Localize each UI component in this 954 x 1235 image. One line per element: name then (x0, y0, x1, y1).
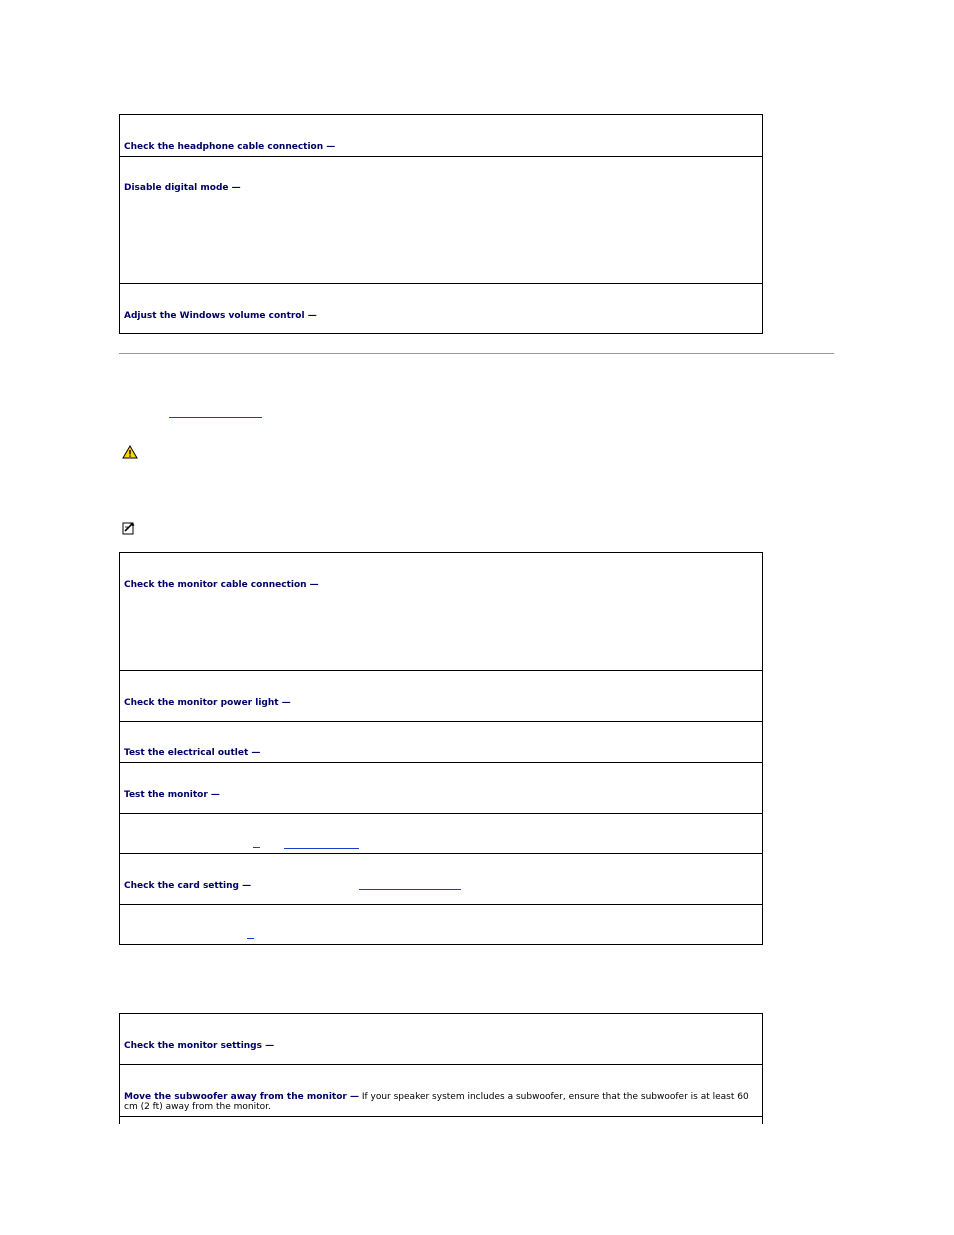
table-row (120, 283, 762, 333)
windows-volume-label: Adjust the Windows volume control — (124, 311, 317, 321)
card-setting-label: Check the card setting — (124, 881, 252, 891)
table-row (120, 1014, 762, 1064)
table-row (120, 853, 762, 904)
dash-underline (247, 938, 254, 939)
electrical-outlet-label: Test the electrical outlet — (124, 748, 261, 758)
table-row (120, 904, 762, 944)
video-troubleshooting-table (119, 552, 763, 945)
note-pencil-icon (122, 521, 136, 538)
monitor-power-light-label: Check the monitor power light — (124, 698, 291, 708)
table-row (120, 762, 762, 813)
caution-triangle-icon (122, 445, 138, 462)
audio-troubleshooting-table (119, 114, 763, 334)
subwoofer-description (124, 1092, 756, 1112)
subwoofer-label: Move the subwoofer away from the monitor — (124, 1092, 359, 1102)
table-row (120, 1064, 762, 1116)
table-row (120, 156, 762, 283)
dash-underline (253, 847, 260, 848)
back-to-contents-link[interactable] (169, 417, 262, 418)
table-row (120, 721, 762, 762)
diagnostics-link[interactable] (284, 848, 359, 849)
disable-digital-mode-label: Disable digital mode — (124, 183, 241, 193)
table-row (120, 670, 762, 721)
table-row (120, 115, 762, 156)
table-row (120, 813, 762, 853)
system-setup-link[interactable] (359, 889, 461, 890)
headphone-cable-label: Check the headphone cable connection — (124, 142, 336, 152)
test-monitor-label: Test the monitor — (124, 790, 220, 800)
monitor-settings-label: Check the monitor settings — (124, 1041, 275, 1051)
section-divider (119, 353, 834, 354)
monitor-cable-label: Check the monitor cable connection — (124, 580, 319, 590)
subwoofer-text: If your speaker system includes a subwoofer, ensure that the subwoofer is at least 60 cm (2 ft) away from the monitor. (124, 1092, 749, 1112)
display-troubleshooting-table (119, 1013, 763, 1124)
table-row (120, 1116, 762, 1124)
table-row (120, 553, 762, 670)
